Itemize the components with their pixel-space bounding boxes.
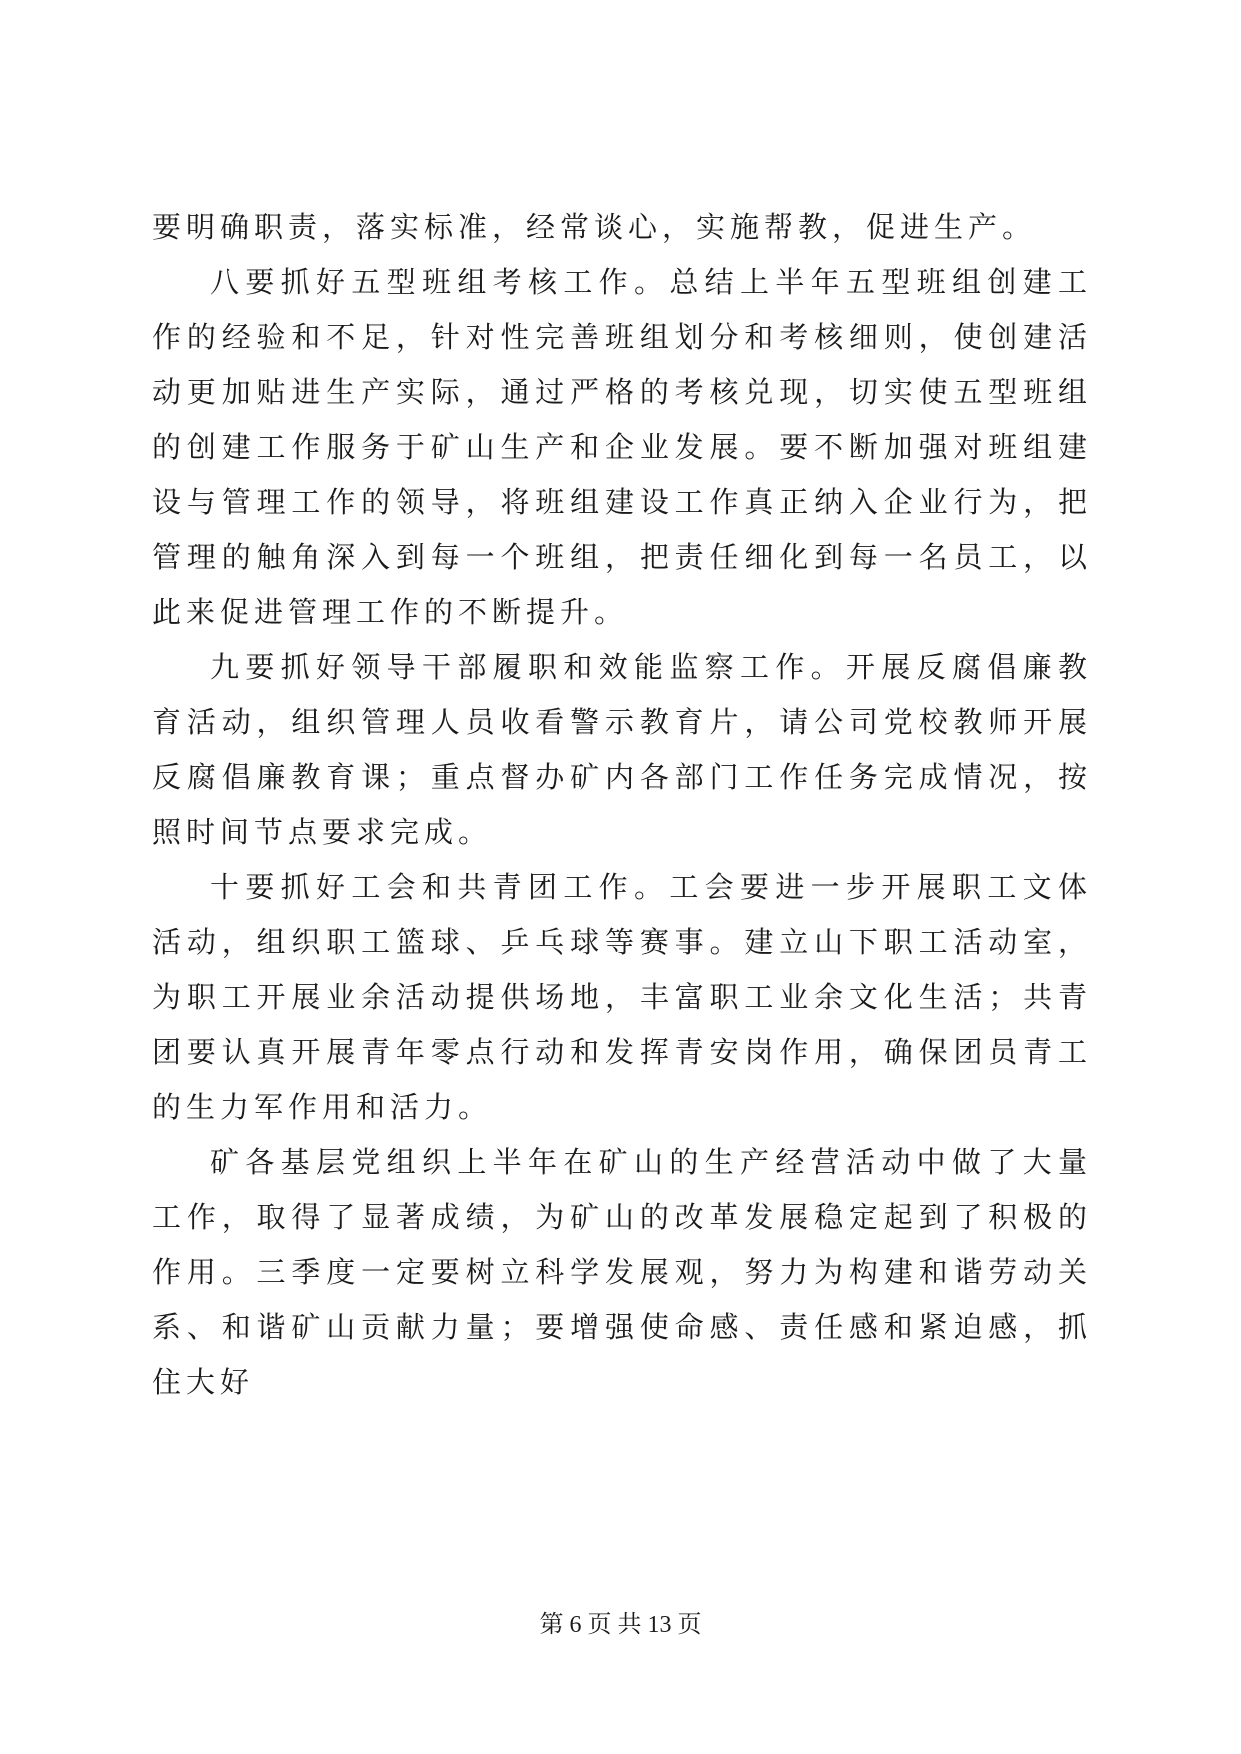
paragraph-continuation: 要明确职责，落实标准，经常谈心，实施帮教，促进生产。 [152,210,1037,244]
page-number-footer: 第 6 页 共 13 页 [539,1612,702,1638]
paragraph-item-10: 十要抓好工会和共青团工作。工会要进一步开展职工文体活动，组织职工篮球、乒乓球等赛事。建立山下职工活动室，为职工开展业余活动提供场地，丰富职工业余文化生活；共青团要认真开展青年零点行动和发挥青安岗作用，确保团员青工的生力军作用和活力。 [152,870,1092,1124]
document-body [152,200,1092,1410]
paragraph-item-9: 九要抓好领导干部履职和效能监察工作。开展反腐倡廉教育活动，组织管理人员收看警示教育片，请公司党校教师开展反腐倡廉教育课；重点督办矿内各部门工作任务完成情况，按照时间节点要求完成。 [152,650,1092,849]
paragraph-summary: 矿各基层党组织上半年在矿山的生产经营活动中做了大量工作，取得了显著成绩，为矿山的改革发展稳定起到了积极的作用。三季度一定要树立科学发展观，努力为构建和谐劳动关系、和谐矿山贡献力量；要增强使命感、责任感和紧迫感，抓住大好 [152,1145,1092,1399]
paragraph-item-8: 八要抓好五型班组考核工作。总结上半年五型班组创建工作的经验和不足，针对性完善班组划分和考核细则，使创建活动更加贴进生产实际，通过严格的考核兑现，切实使五型班组的创建工作服务于矿山生产和企业发展。要不断加强对班组建设与管理工作的领导，将班组建设工作真正纳入企业行为，把管理的触角深入到每一个班组，把责任细化到每一名员工，以此来促进管理工作的不断提升。 [152,265,1092,629]
